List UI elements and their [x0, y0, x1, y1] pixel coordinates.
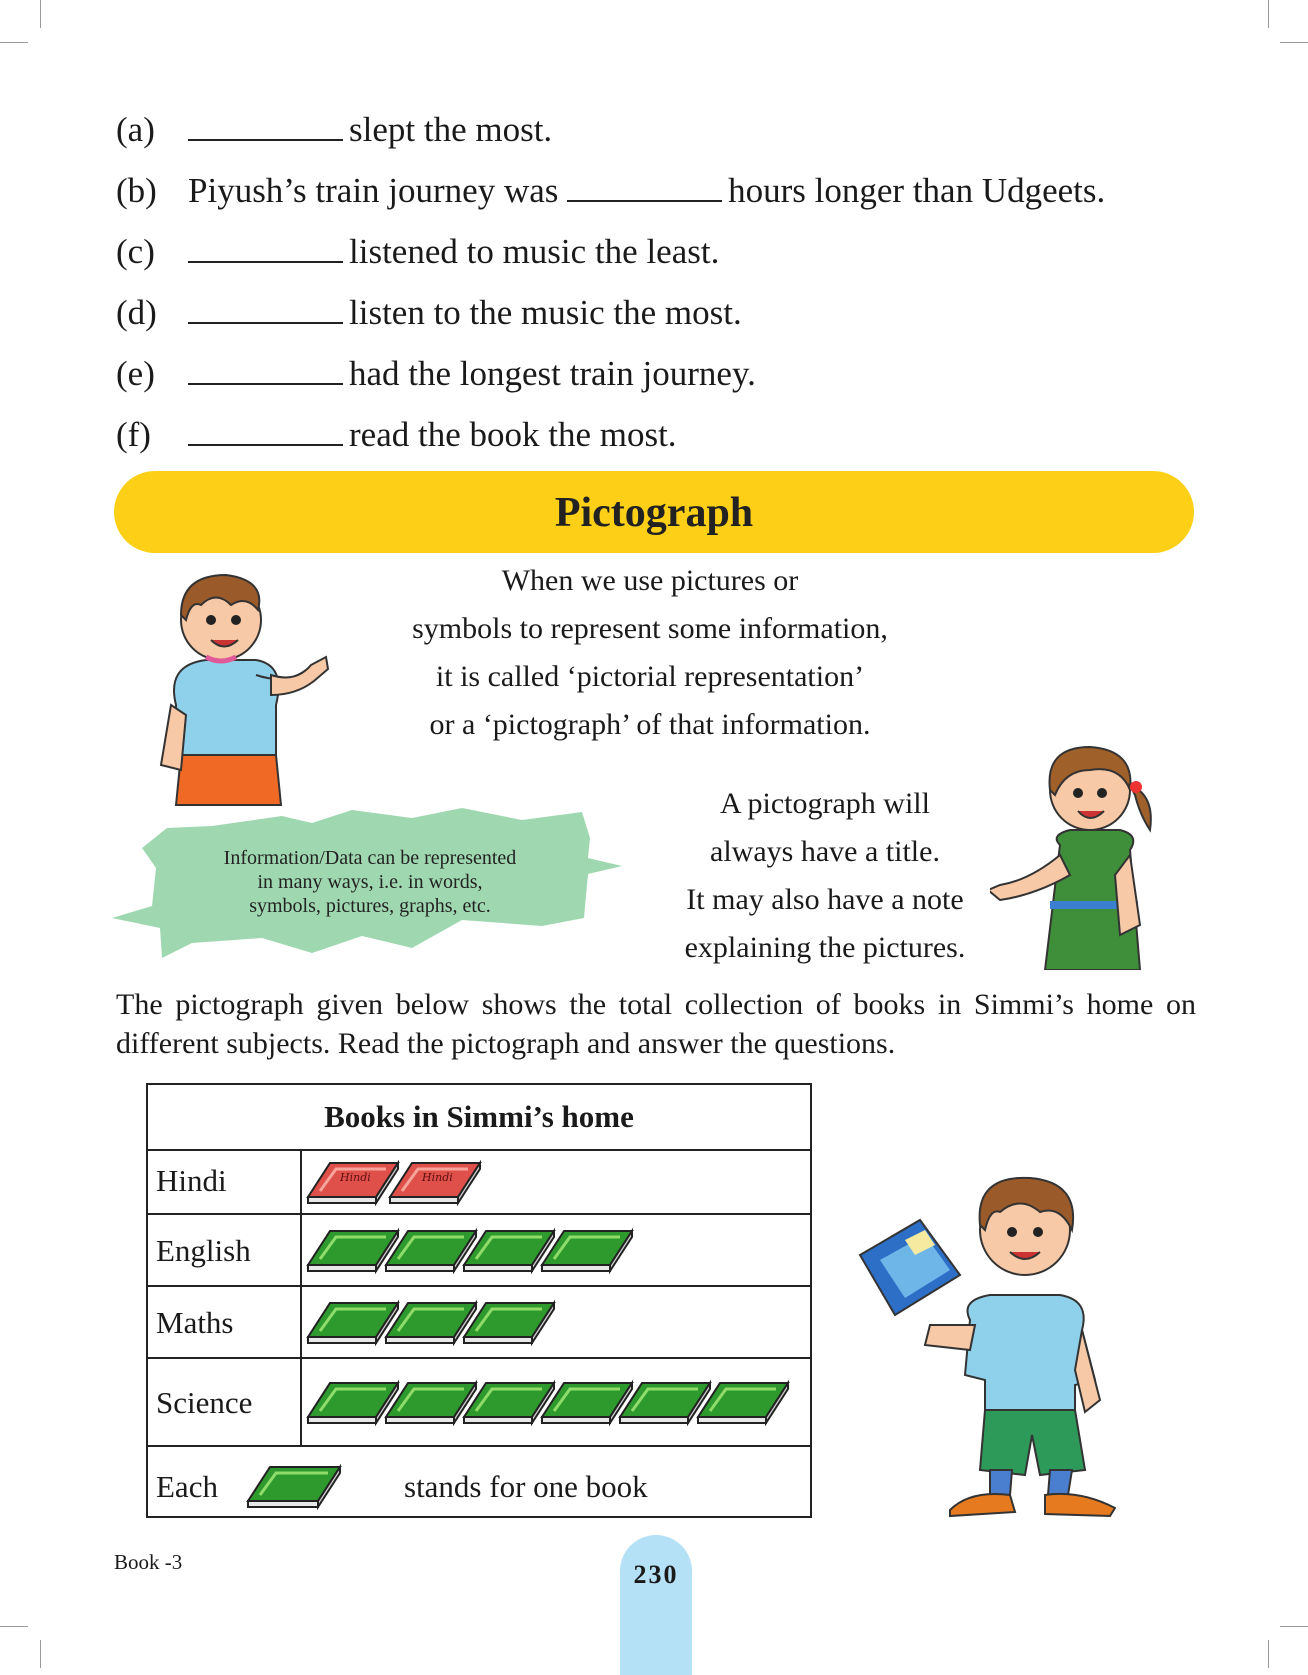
book-mark — [308, 1303, 398, 1343]
info-note-line: in many ways, i.e. in words, — [257, 871, 483, 893]
science-book-marks — [304, 1357, 814, 1445]
crop-mark — [1280, 42, 1308, 43]
hindi-book-label: Hindi — [422, 1171, 453, 1184]
pictograph-key — [148, 1445, 810, 1517]
crop-mark — [0, 42, 28, 43]
info-note-line: Information/Data can be represented — [223, 847, 517, 869]
definition-line: symbols to represent some information, — [412, 612, 888, 645]
book-mark — [308, 1231, 398, 1271]
title-note-line: always have a title. — [710, 835, 940, 868]
maths-book-marks — [304, 1285, 804, 1357]
section-title: Pictograph — [554, 490, 754, 536]
book-mark — [464, 1231, 554, 1271]
answer-blank[interactable] — [567, 172, 722, 202]
crop-mark — [40, 0, 41, 28]
row-label: Science — [156, 1385, 253, 1420]
section-banner — [114, 471, 1194, 553]
info-note-text — [150, 846, 590, 918]
boy-with-book-illustration — [850, 1150, 1160, 1530]
boy-illustration — [136, 565, 336, 815]
answer-blank[interactable] — [188, 111, 343, 141]
english-book-marks — [304, 1213, 804, 1285]
book-mark — [542, 1231, 632, 1271]
question-text: listen to the music the most. — [349, 293, 742, 332]
crop-mark — [1268, 0, 1269, 28]
question-text: had the longest train journey. — [349, 354, 756, 393]
intro-paragraph: The pictograph given below shows the total collection of books in Simmi’s home on different subjects. Read the pictograph and answer the questions. — [116, 988, 1196, 1060]
crop-mark — [1280, 1626, 1308, 1627]
crop-mark — [0, 1626, 28, 1627]
question-text: hours longer than Udgeets. — [728, 171, 1106, 210]
book-mark — [308, 1163, 398, 1203]
answer-blank[interactable] — [188, 416, 343, 446]
crop-mark — [40, 1640, 41, 1668]
book-mark — [464, 1303, 554, 1343]
page-number: 230 — [633, 1560, 679, 1589]
pictograph-row-english — [148, 1213, 810, 1287]
question-text: slept the most. — [349, 110, 553, 149]
pictograph-row-maths — [148, 1285, 810, 1359]
key-book-icon — [244, 1453, 344, 1513]
definition-line: it is called ‘pictorial representation’ — [435, 660, 865, 693]
answer-blank[interactable] — [188, 233, 343, 263]
answer-blank[interactable] — [188, 294, 343, 324]
question-text-before: Piyush’s train journey was — [188, 171, 559, 210]
question-label: (e) — [116, 354, 155, 393]
pictograph-title: Books in Simmi’s home — [148, 1085, 810, 1151]
page-number-tab — [620, 1535, 692, 1675]
title-note-line: explaining the pictures. — [684, 931, 966, 964]
question-label: (b) — [116, 171, 157, 210]
book-mark — [308, 1383, 398, 1423]
book-mark — [698, 1383, 788, 1423]
row-label: English — [156, 1233, 251, 1268]
book-mark — [386, 1383, 476, 1423]
book-mark — [386, 1303, 476, 1343]
key-prefix: Each — [156, 1469, 218, 1504]
pictograph-row-science — [148, 1357, 810, 1447]
crop-mark — [1268, 1640, 1269, 1668]
book-label: Book -3 — [114, 1550, 183, 1574]
girl-illustration — [990, 735, 1200, 970]
book-mark — [390, 1163, 480, 1203]
pictograph-row-hindi — [148, 1149, 810, 1215]
row-label: Hindi — [156, 1163, 227, 1198]
definition-line: or a ‘pictograph’ of that information. — [429, 708, 871, 741]
question-text: listened to music the least. — [349, 232, 720, 271]
book-mark — [386, 1231, 476, 1271]
title-note-line: A pictograph will — [720, 787, 930, 820]
book-mark — [542, 1383, 632, 1423]
key-suffix: stands for one book — [404, 1469, 648, 1504]
question-label: (a) — [116, 110, 155, 149]
hindi-book-label: Hindi — [340, 1171, 371, 1184]
hindi-book-marks — [304, 1149, 804, 1213]
definition-text — [370, 557, 930, 749]
row-label: Maths — [156, 1305, 234, 1340]
question-label: (f) — [116, 415, 151, 454]
book-mark — [464, 1383, 554, 1423]
info-note-line: symbols, pictures, graphs, etc. — [249, 895, 491, 917]
question-label: (c) — [116, 232, 155, 271]
pictograph-table — [146, 1083, 812, 1518]
book-mark — [620, 1383, 710, 1423]
answer-blank[interactable] — [188, 355, 343, 385]
title-note-text — [640, 780, 1010, 972]
definition-line: When we use pictures or — [501, 564, 799, 597]
title-note-line: It may also have a note — [686, 883, 964, 916]
question-label: (d) — [116, 293, 157, 332]
question-text: read the book the most. — [349, 415, 677, 454]
